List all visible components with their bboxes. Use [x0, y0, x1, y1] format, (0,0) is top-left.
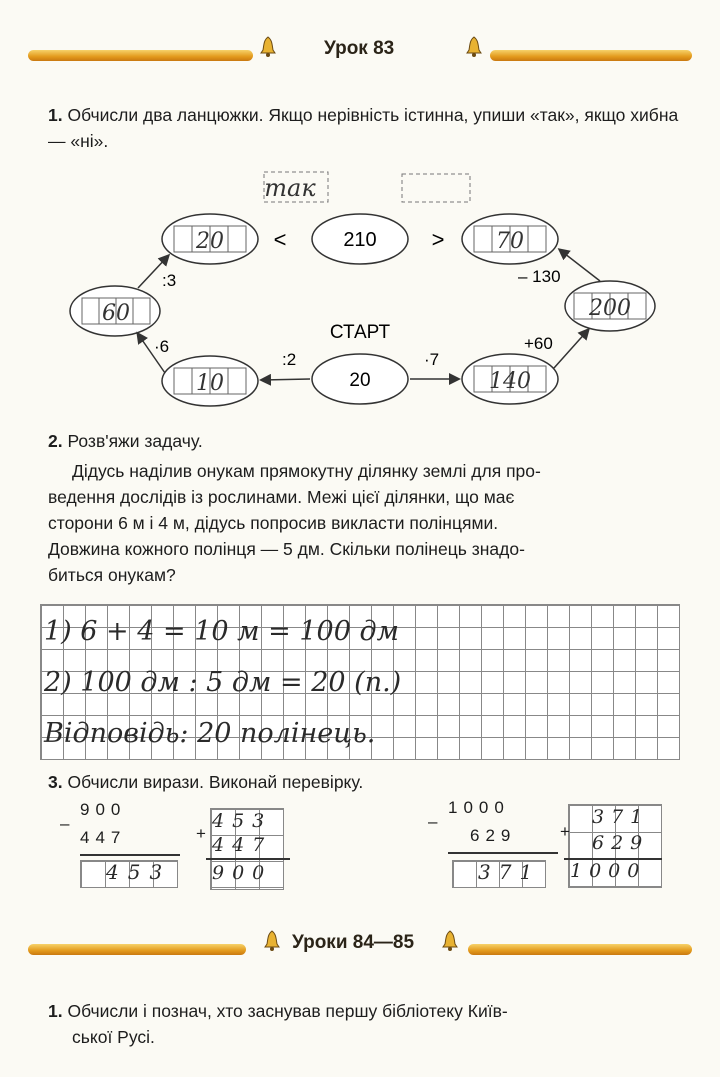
- left-bottom-value: 10: [196, 371, 224, 396]
- op-minus130: – 130: [518, 267, 561, 286]
- bell-icon: [466, 36, 482, 58]
- op-mul6: ·6: [154, 337, 170, 356]
- center-value: 210: [343, 229, 377, 251]
- right-top-value: 70: [496, 229, 524, 254]
- sum: 1000: [570, 860, 647, 882]
- difference: 371: [478, 860, 541, 884]
- solution-line: 1) 6 + 4 = 10 м = 100 дм: [44, 616, 399, 647]
- task3-heading: [48, 769, 363, 795]
- op-mul7: ·7: [424, 350, 440, 369]
- task2-heading: [48, 428, 203, 454]
- greater-than-sign: >: [431, 227, 445, 252]
- task1-text: [48, 102, 688, 154]
- left-top-value: 20: [196, 229, 224, 254]
- start-value: 20: [349, 370, 371, 391]
- right-mid-value: 200: [589, 296, 631, 321]
- op-div3: :3: [162, 271, 177, 290]
- column-check-2: [560, 804, 670, 894]
- lesson-title: Уроки 84—85: [286, 932, 420, 954]
- right-bottom-value: 140: [489, 369, 531, 394]
- banner-bar-left: [28, 944, 246, 955]
- solution-line: Відповідь: 20 полінець.: [44, 718, 376, 749]
- task-line: Обчисли і познач, хто заснував першу бібліотеку Київ-: [67, 1001, 508, 1021]
- plus-sign: +: [560, 822, 576, 841]
- task2-problem: [48, 458, 698, 588]
- addend-a: 371: [592, 806, 650, 828]
- minus-sign: –: [60, 814, 76, 833]
- problem-line: сторони 6 м і 4 м, дідусь попросив викласти полінцями.: [48, 513, 499, 533]
- addend-a: 453: [212, 810, 273, 832]
- answer-box-right: [402, 174, 470, 202]
- left-mid-value: 60: [102, 301, 130, 326]
- sum: 900: [212, 862, 273, 884]
- subtrahend: 447: [80, 828, 127, 847]
- column-subtraction-1: [60, 800, 190, 895]
- subtrahend: 629: [470, 826, 517, 845]
- task-instruction: Розв'яжи задачу.: [67, 431, 203, 451]
- problem-line: Дідусь наділив онукам прямокутну ділянку землі для про-: [72, 461, 541, 481]
- problem-line: ведення дослідів із рослинами. Межі цієї ділянки, що має: [48, 487, 515, 507]
- banner-bar-left: [28, 50, 253, 61]
- start-label: СТАРТ: [329, 322, 391, 343]
- problem-line: Довжина кожного полінця — 5 дм. Скільки полінець знадо-: [48, 539, 525, 559]
- solution-line: 2) 100 дм : 5 дм = 20 (п.): [44, 667, 402, 698]
- column-subtraction-2: [428, 798, 558, 893]
- op-div2: :2: [282, 350, 297, 369]
- task-number: 1.: [48, 1001, 63, 1021]
- task-number: 3.: [48, 772, 63, 792]
- lesson-title: Урок 83: [318, 38, 400, 60]
- addend-b: 629: [592, 832, 650, 854]
- plus-sign: +: [196, 824, 212, 843]
- minus-sign: –: [428, 812, 444, 831]
- minuend: 1000: [448, 798, 510, 817]
- solution-handwriting: [44, 606, 401, 759]
- bell-icon: [264, 930, 280, 952]
- task-instruction: Обчисли вирази. Виконай перевірку.: [67, 772, 364, 792]
- op-plus60: +60: [524, 334, 553, 353]
- task-number: 1.: [48, 105, 63, 125]
- column-check-1: [196, 808, 306, 898]
- lesson-banner: [28, 932, 692, 960]
- lesson-banner: [28, 38, 692, 66]
- problem-line: биться онукам?: [48, 565, 176, 585]
- lesson84-task1: [48, 998, 698, 1050]
- minuend: 900: [80, 800, 127, 819]
- less-than-sign: <: [273, 227, 287, 252]
- chain-diagram: [60, 168, 680, 418]
- bell-icon: [260, 36, 276, 58]
- addend-b: 447: [212, 834, 273, 856]
- banner-bar-right: [468, 944, 692, 955]
- task-number: 2.: [48, 431, 63, 451]
- difference: 453: [106, 860, 172, 884]
- bell-icon: [442, 930, 458, 952]
- answer-left: так: [264, 174, 316, 202]
- banner-bar-right: [490, 50, 692, 61]
- task-instruction: Обчисли два ланцюжки. Якщо нерівність істинна, упиши «так», якщо хибна — «ні».: [48, 105, 679, 151]
- task-line: ської Русі.: [72, 1027, 155, 1047]
